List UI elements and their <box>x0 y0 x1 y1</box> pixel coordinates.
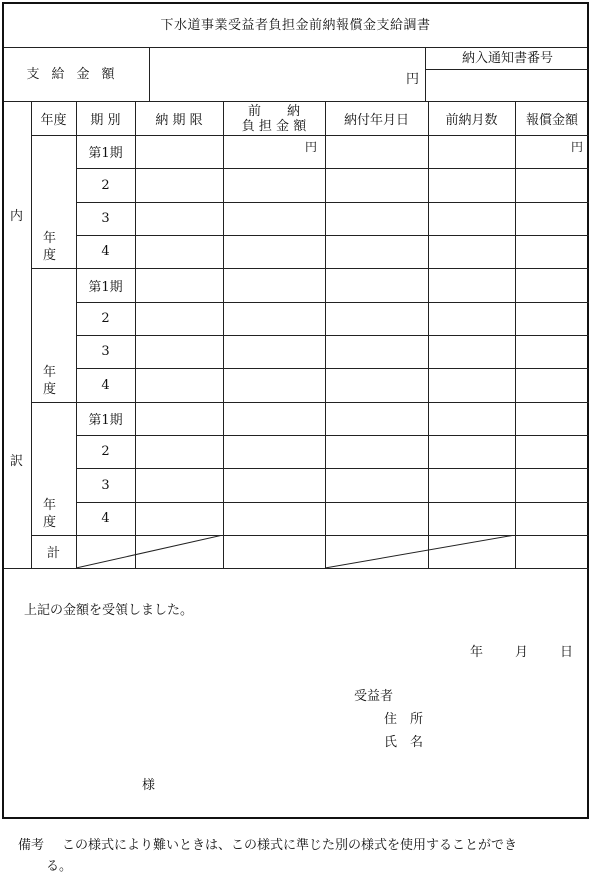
date-day-label: 日 <box>560 645 574 660</box>
year-label: 年度 <box>43 498 57 530</box>
header-nofu-date: 納付年月日 <box>343 113 409 128</box>
yen-unit: 円 <box>405 72 419 87</box>
period-label: 4 <box>101 511 110 526</box>
prepay-yen-unit: 円 <box>305 140 318 154</box>
period-label: 2 <box>101 177 110 193</box>
reward-yen-unit: 円 <box>571 140 584 154</box>
period-label: 4 <box>101 244 110 259</box>
total-label: 計 <box>46 546 60 561</box>
form-title: 下水道事業受益者負担金前納報償金支給調書 <box>4 4 587 48</box>
period-label: 3 <box>101 477 110 493</box>
date-year-label: 年 <box>470 645 484 660</box>
remarks-line-1: この様式により難いときは、この様式に準じた別の様式を使用することができ <box>62 838 518 853</box>
period-label: 2 <box>101 444 110 459</box>
name-label: 氏 名 <box>384 735 424 750</box>
total-diagonal-slash <box>76 535 223 569</box>
receipt-section <box>4 569 589 819</box>
breakdown-table <box>4 102 589 569</box>
header-reward: 報償金額 <box>525 113 578 128</box>
header-prepay-bottom: 負 担 金 額 <box>241 118 307 134</box>
period-label: 3 <box>101 211 110 226</box>
year-label: 年度 <box>43 365 57 397</box>
period-label: 第1期 <box>88 146 123 161</box>
total-diagonal-slash <box>325 535 515 569</box>
period-label: 4 <box>101 377 110 393</box>
form-frame <box>2 2 589 819</box>
period-label: 第1期 <box>88 279 123 295</box>
period-label: 2 <box>101 311 110 326</box>
date-month-label: 月 <box>515 645 529 660</box>
receipt-statement: 上記の金額を受領しました。 <box>24 603 194 618</box>
notice-number-label: 納入通知書番号 <box>426 48 589 70</box>
recipient-label: 受益者 <box>354 689 394 704</box>
header-prepay-top: 前 納 <box>247 103 300 119</box>
payment-amount-row <box>4 48 587 102</box>
address-label: 住 所 <box>384 712 424 727</box>
payment-amount-label: 支給金額 <box>4 48 150 101</box>
side-label-top: 内 <box>10 209 24 224</box>
payment-amount-field[interactable] <box>150 48 426 101</box>
remarks-line-2: る。 <box>46 859 73 874</box>
year-label: 年度 <box>43 231 57 263</box>
side-label-bottom: 訳 <box>10 454 24 469</box>
header-nendo: 年度 <box>40 113 67 128</box>
header-nokigen: 納 期 限 <box>155 113 203 128</box>
period-label: 3 <box>101 344 110 359</box>
header-months: 前納月数 <box>445 113 498 128</box>
remarks-label: 備考 <box>18 838 45 853</box>
header-prepay-amount <box>223 102 325 135</box>
honorific-label: 様 <box>142 778 156 793</box>
header-kibetsu: 期 別 <box>90 113 121 128</box>
period-label: 第1期 <box>88 413 123 428</box>
notice-number-field[interactable] <box>426 70 589 102</box>
